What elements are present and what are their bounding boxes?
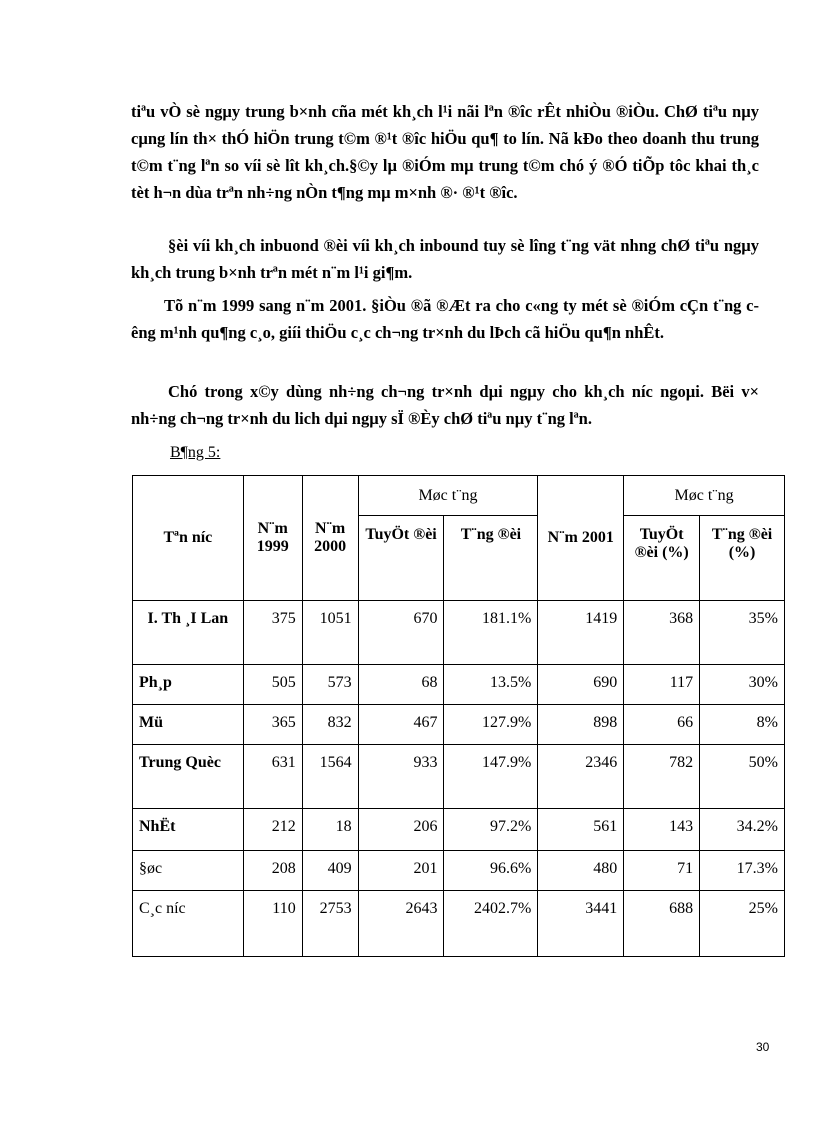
paragraph-1: tiªu vÒ sè ngµy trung b×nh cña mét kh¸ch l¹i nãi lªn ®îc rÊt nhiÒu ®iÒu. ChØ tiªu nµy cµng lín th× thÓ hiÖn trung t©m ®¹t ®îc hiÖu qu¶ to lín. Nã kÐo theo doanh thu trung t©m t¨ng lªn so víi sè lît kh¸ch.§©y lµ ®iÓm mµ trung t©m chó ý ®Ó tiÕp tôc khai th¸c tèt h¬n dùa trªn nh÷ng nÒn t¶ng mµ m×nh ®· ®¹t ®îc.	[131, 102, 759, 202]
cell-rel2: 25%	[700, 891, 785, 957]
cell-country: I. Th ¸I Lan	[133, 601, 244, 665]
cell-rel2: 35%	[700, 601, 785, 665]
cell-1999: 208	[243, 851, 302, 891]
table-row	[133, 745, 785, 809]
cell-2000: 409	[302, 851, 358, 891]
cell-country: C¸c níc	[133, 891, 244, 957]
cell-2000: 573	[302, 665, 358, 705]
table-row	[133, 851, 785, 891]
cell-1999: 110	[243, 891, 302, 957]
cell-rel1: 181.1%	[444, 601, 538, 665]
cell-2001: 3441	[538, 891, 624, 957]
cell-rel2: 50%	[700, 745, 785, 809]
header-increase-2: Møc t¨ng	[624, 476, 785, 516]
cell-2000: 832	[302, 705, 358, 745]
tourist-table	[132, 475, 785, 957]
header-absolute-1: TuyÖt ®èi	[358, 516, 444, 601]
cell-1999: 365	[243, 705, 302, 745]
cell-1999: 631	[243, 745, 302, 809]
cell-abs2: 143	[624, 809, 700, 851]
header-country: Tªn níc	[133, 476, 244, 601]
cell-rel1: 13.5%	[444, 665, 538, 705]
table-row	[133, 809, 785, 851]
cell-country: Mü	[133, 705, 244, 745]
cell-country: Ph¸p	[133, 665, 244, 705]
cell-abs1: 2643	[358, 891, 444, 957]
cell-2000: 2753	[302, 891, 358, 957]
page-number: 30	[756, 1040, 770, 1054]
cell-2000: 18	[302, 809, 358, 851]
cell-abs2: 117	[624, 665, 700, 705]
cell-abs2: 688	[624, 891, 700, 957]
cell-abs1: 68	[358, 665, 444, 705]
cell-abs2: 782	[624, 745, 700, 809]
cell-rel2: 8%	[700, 705, 785, 745]
cell-2001: 690	[538, 665, 624, 705]
cell-abs1: 670	[358, 601, 444, 665]
header-1999: N¨m 1999	[243, 476, 302, 601]
header-increase-1: Møc t¨ng	[358, 476, 538, 516]
cell-country: §øc	[133, 851, 244, 891]
cell-2000: 1564	[302, 745, 358, 809]
cell-country: Trung Quèc	[133, 745, 244, 809]
table-row	[133, 705, 785, 745]
table-row	[133, 891, 785, 957]
cell-abs2: 71	[624, 851, 700, 891]
paragraph-3: Tõ n¨m 1999 sang n¨m 2001. §iÒu ®ã ®Æt ra cho c«ng ty mét sè ®iÓm cÇn t¨ng cêng m¹nh qu¶ng c¸o, giíi thiÖu c¸c ch¬ng tr×nh du lÞch cã hiÖu qu¶n nhÊt.	[131, 296, 759, 342]
cell-abs1: 206	[358, 809, 444, 851]
cell-2001: 898	[538, 705, 624, 745]
cell-1999: 505	[243, 665, 302, 705]
cell-2001: 561	[538, 809, 624, 851]
cell-rel2: 30%	[700, 665, 785, 705]
cell-rel2: 17.3%	[700, 851, 785, 891]
header-2001: N¨m 2001	[538, 476, 624, 601]
cell-rel1: 96.6%	[444, 851, 538, 891]
cell-rel1: 127.9%	[444, 705, 538, 745]
table-caption: B¶ng 5:	[170, 444, 221, 461]
cell-2001: 480	[538, 851, 624, 891]
cell-rel1: 2402.7%	[444, 891, 538, 957]
header-2000: N¨m 2000	[302, 476, 358, 601]
table-row	[133, 601, 785, 665]
cell-2001: 1419	[538, 601, 624, 665]
cell-2001: 2346	[538, 745, 624, 809]
cell-abs1: 933	[358, 745, 444, 809]
header-absolute-2: TuyÖt ®èi (%)	[624, 516, 700, 601]
cell-abs1: 467	[358, 705, 444, 745]
cell-1999: 375	[243, 601, 302, 665]
cell-2000: 1051	[302, 601, 358, 665]
cell-abs2: 66	[624, 705, 700, 745]
paragraph-2: §èi víi kh¸ch inbuond ®èi víi kh¸ch inbound tuy sè lîng t¨ng vät nhng chØ tiªu ngµy kh¸ch trung b×nh trªn mét n¨m l¹i gi¶m.	[131, 236, 759, 282]
cell-rel1: 97.2%	[444, 809, 538, 851]
cell-abs1: 201	[358, 851, 444, 891]
header-relative-1: T¨ng ®èi	[444, 516, 538, 601]
paragraph-4: Chó trong x©y dùng nh÷ng ch¬ng tr×nh dµi ngµy cho kh¸ch níc ngoµi. Bëi v× nh÷ng ch¬ng tr×nh du lich dµi ngµy sÏ ®Èy chØ tiªu nµy t¨ng lªn.	[131, 382, 759, 428]
table-row	[133, 665, 785, 705]
cell-country: NhËt	[133, 809, 244, 851]
cell-1999: 212	[243, 809, 302, 851]
header-relative-2: T¨ng ®èi (%)	[700, 516, 785, 601]
cell-abs2: 368	[624, 601, 700, 665]
cell-rel2: 34.2%	[700, 809, 785, 851]
cell-rel1: 147.9%	[444, 745, 538, 809]
